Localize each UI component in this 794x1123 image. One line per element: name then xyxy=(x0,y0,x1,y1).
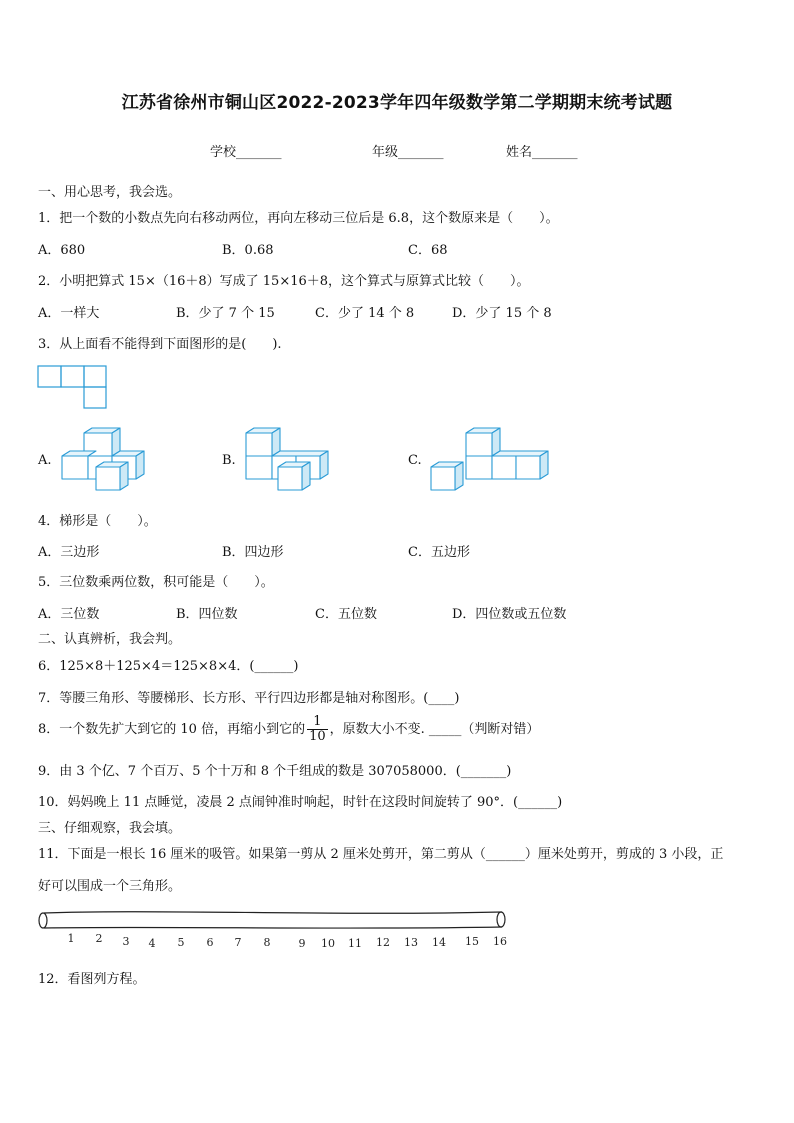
ruler-label: 12 xyxy=(376,936,390,949)
q3-option-c-cubes xyxy=(428,427,550,495)
question-11-line-1: 11．下面是一根长 16 厘米的吸管。如果第一剪从 2 厘米处剪开，第二剪从（______）厘米处剪开，剪成的 3 小段，正 xyxy=(38,847,724,862)
question-6: 6．125×8＋125×4＝125×8×4．(______) xyxy=(38,659,299,674)
question-1: 1．把一个数的小数点先向右移动两位，再向左移动三位后是 6.8，这个数原来是（ ）。 xyxy=(38,211,559,226)
ruler-label: 1 xyxy=(67,932,75,945)
ruler-label: 14 xyxy=(432,936,446,949)
q2-option-c[interactable]: C．少了 14 个 8 xyxy=(315,306,415,321)
q3-option-b-cubes xyxy=(244,427,330,495)
q5-option-a[interactable]: A．三位数 xyxy=(38,607,100,622)
q2-option-a[interactable]: A．一样大 xyxy=(38,306,100,321)
ruler-label: 15 xyxy=(465,935,479,948)
straw-ruler xyxy=(34,906,510,954)
ruler-label: 10 xyxy=(321,937,335,950)
q5-option-b[interactable]: B．四位数 xyxy=(176,607,238,622)
section-2-heading: 二、认真辨析，我会判。 xyxy=(38,632,182,647)
section-1-heading: 一、用心思考，我会选。 xyxy=(38,185,182,200)
question-7: 7．等腰三角形、等腰梯形、长方形、平行四边形都是轴对称图形。(____) xyxy=(38,691,460,706)
q8-text-pre: 8．一个数先扩大到它的 10 倍，再缩小到它的 xyxy=(38,722,306,737)
section-3-heading: 三、仔细观察，我会填。 xyxy=(38,821,182,836)
q5-option-d[interactable]: D．四位数或五位数 xyxy=(452,607,567,622)
q4-option-c[interactable]: C．五边形 xyxy=(408,545,470,560)
question-2: 2．小明把算式 15×（16＋8）写成了 15×16＋8，这个算式与原算式比较（ ）。 xyxy=(38,274,530,289)
ruler-label: 7 xyxy=(234,936,242,949)
straw-left-end xyxy=(39,913,47,928)
ruler-label: 3 xyxy=(122,935,130,948)
q3-option-b[interactable]: B. xyxy=(222,453,236,468)
question-10: 10．妈妈晚上 11 点睡觉，凌晨 2 点闹钟准时响起，时针在这段时间旋转了 90°．(______) xyxy=(38,795,563,810)
question-12: 12．看图列方程。 xyxy=(38,972,146,987)
grade-field[interactable]: 年级_______ xyxy=(372,145,444,160)
q2-option-b[interactable]: B．少了 7 个 15 xyxy=(176,306,275,321)
q8-text-post: ，原数大小不变. _____（判断对错） xyxy=(329,722,540,737)
question-11-line-2: 好可以围成一个三角形。 xyxy=(38,879,182,894)
q4-option-b[interactable]: B．四边形 xyxy=(222,545,284,560)
straw-right-end xyxy=(497,912,505,927)
q3-option-a-cubes xyxy=(60,427,146,495)
ruler-label: 16 xyxy=(493,935,507,948)
q5-option-c[interactable]: C．五位数 xyxy=(315,607,377,622)
ruler-label: 5 xyxy=(177,936,185,949)
q4-option-a[interactable]: A．三边形 xyxy=(38,545,100,560)
fraction-denominator: 10 xyxy=(309,729,326,744)
ruler-label: 13 xyxy=(404,936,418,949)
fraction-numerator: 1 xyxy=(307,715,328,730)
q2-option-d[interactable]: D．少了 15 个 8 xyxy=(452,306,552,321)
ruler-label: 2 xyxy=(95,932,103,945)
question-8 xyxy=(38,715,539,745)
question-5: 5．三位数乘两位数，积可能是（ ）。 xyxy=(38,575,274,590)
question-9: 9．由 3 个亿、7 个百万、5 个十万和 8 个千组成的数是 307058000．(_______) xyxy=(38,764,512,779)
q3-option-a[interactable]: A. xyxy=(38,453,52,468)
q3-option-c[interactable]: C. xyxy=(408,453,422,468)
question-3: 3．从上面看不能得到下面图形的是( ). xyxy=(38,337,282,352)
straw-top-edge xyxy=(44,912,502,914)
ruler-label: 6 xyxy=(206,936,214,949)
question-4: 4．梯形是（ ）。 xyxy=(38,514,157,529)
ruler-label: 11 xyxy=(348,937,362,950)
school-field[interactable]: 学校_______ xyxy=(210,145,282,160)
ruler-label: 4 xyxy=(148,937,156,950)
ruler-label: 9 xyxy=(298,937,306,950)
q1-option-b[interactable]: B．0.68 xyxy=(222,243,274,258)
ruler-label: 8 xyxy=(263,936,271,949)
straw-bottom-edge xyxy=(44,927,502,928)
page-title: 江苏省徐州市铜山区2022-2023学年四年级数学第二学期期末统考试题 xyxy=(121,93,673,113)
fraction-one-tenth xyxy=(307,715,328,744)
top-view-figure xyxy=(36,364,110,412)
q1-option-c[interactable]: C．68 xyxy=(408,243,448,258)
name-field[interactable]: 姓名_______ xyxy=(506,145,578,160)
q1-option-a[interactable]: A．680 xyxy=(38,243,86,258)
